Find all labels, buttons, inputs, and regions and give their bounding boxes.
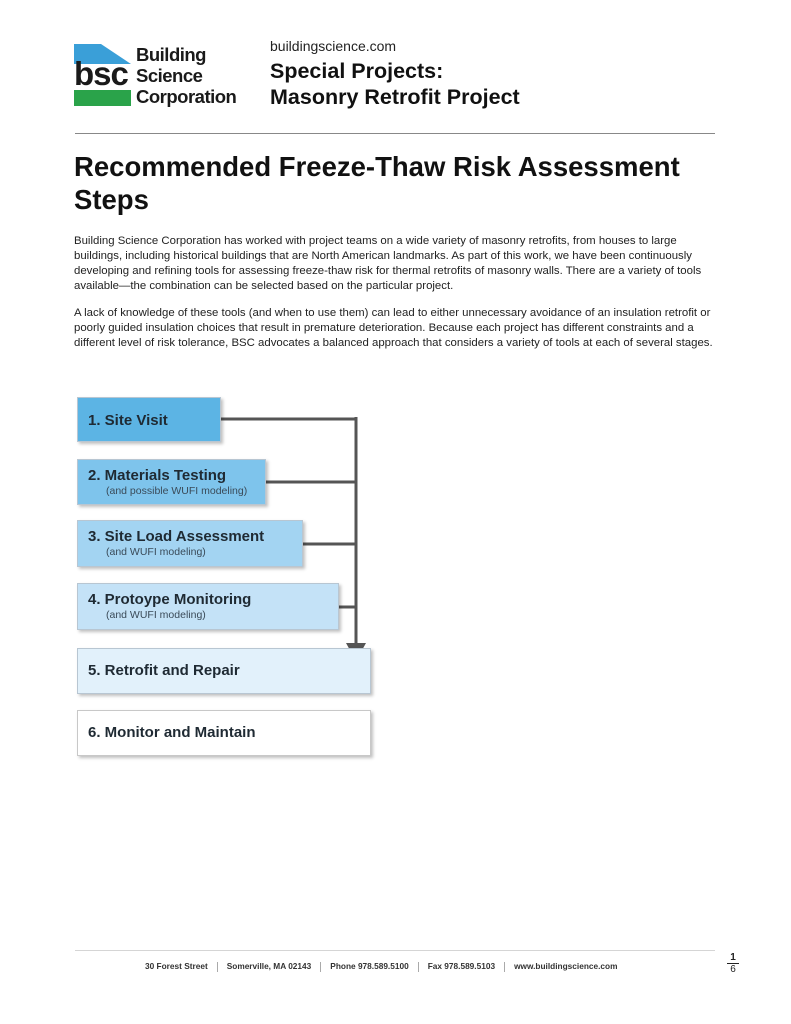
- footer-separator: [504, 962, 505, 972]
- tools-paragraph: A lack of knowledge of these tools (and when to use them) can lead to either unnecessary avoidance of an insulation retrofit or poorly guided insulation choices that result in premature deterioration. Because each project has different constraints and a different level of risk tolerance, BSC advocates a balanced approach that considers a variety of tools at each of several stages.: [74, 307, 713, 349]
- footer-website-link[interactable]: www.buildingscience.com: [514, 961, 618, 971]
- page-number: [727, 952, 739, 975]
- logo-name-line-3: Corporation: [136, 86, 237, 107]
- header-divider: [75, 133, 715, 134]
- step-sublabel: (and WUFI modeling): [106, 609, 206, 621]
- step-retrofit-and-repair: [77, 648, 371, 694]
- step-label: 5. Retrofit and Repair: [88, 662, 240, 679]
- footer-city: Somerville, MA 02143: [226, 961, 312, 971]
- footer-fax: Fax 978.589.5103: [427, 961, 496, 971]
- footer-separator: [418, 962, 419, 972]
- step-monitor-and-maintain: [77, 710, 371, 756]
- step-site-visit: [77, 397, 221, 442]
- page-title: Recommended Freeze-Thaw Risk Assessment Steps: [74, 151, 680, 215]
- footer-contact: [145, 961, 618, 972]
- step-label: 3. Site Load Assessment: [88, 528, 265, 545]
- step-sublabel: (and WUFI modeling): [106, 546, 206, 558]
- bsc-logo: [74, 44, 244, 108]
- footer-separator: [320, 962, 321, 972]
- step-label: 4. Protoype Monitoring: [88, 591, 252, 608]
- step-site-load-assessment: [77, 520, 303, 567]
- page-total: 6: [730, 964, 736, 975]
- step-prototype-monitoring: [77, 583, 339, 630]
- logo-mark-text: bsc: [74, 55, 128, 92]
- project-line-1: Special Projects:: [270, 59, 444, 83]
- header-project-title: [270, 58, 520, 110]
- footer-divider: [75, 950, 715, 951]
- footer-separator: [217, 962, 218, 972]
- step-materials-testing: [77, 459, 266, 505]
- footer-phone: Phone 978.589.5100: [330, 961, 409, 971]
- page-current: 1: [727, 952, 739, 964]
- step-label: 2. Materials Testing: [88, 467, 227, 484]
- step-label: 6. Monitor and Maintain: [88, 724, 256, 741]
- intro-paragraph: Building Science Corporation has worked with project teams on a wide variety of masonry retrofits, from houses to large buildings, including historical buildings that are North American landmarks. As part of this work, we have been continuously developing and refining tools for assessing freeze-thaw risk for thermal retrofits of masonry walls. There are a variety of tools available—the combination can be selected based on the particular project.: [74, 235, 702, 292]
- project-line-2: Masonry Retrofit Project: [270, 85, 520, 109]
- logo-name-line-2: Science: [136, 65, 203, 86]
- logo-name-line-1: Building: [136, 44, 206, 65]
- logo-company-name: [136, 44, 236, 107]
- step-sublabel: (and possible WUFI modeling): [106, 485, 248, 497]
- step-label: 1. Site Visit: [88, 412, 168, 429]
- header-website: buildingscience.com: [270, 38, 397, 54]
- logo-mark: [74, 44, 131, 106]
- footer-address: 30 Forest Street: [145, 961, 208, 971]
